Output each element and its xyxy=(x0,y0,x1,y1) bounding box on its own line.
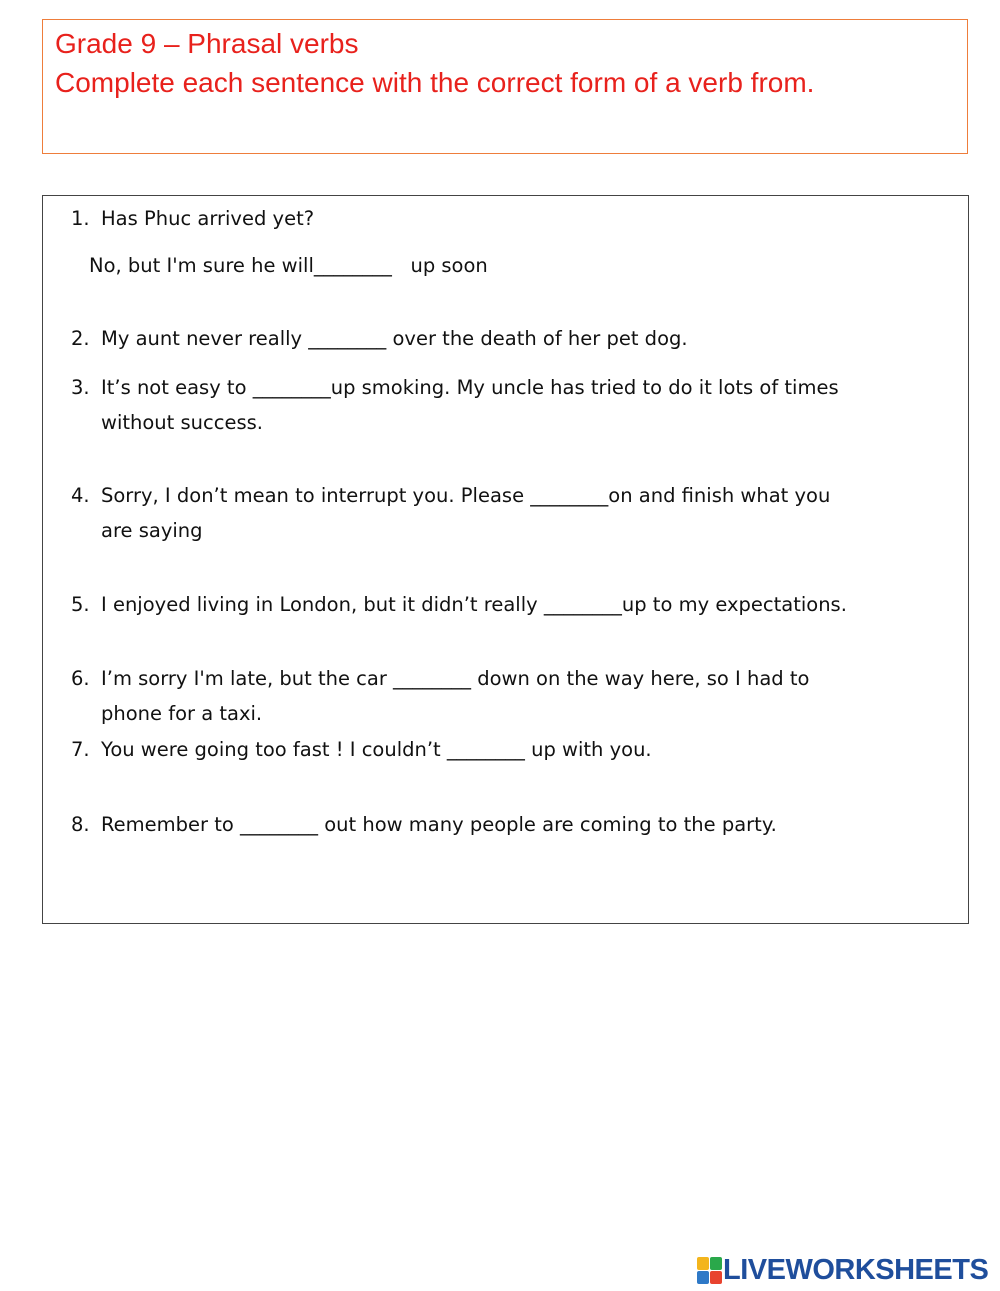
question-1 xyxy=(71,201,951,236)
question-number: 8. xyxy=(71,813,90,836)
instructions-box xyxy=(42,19,968,154)
question-text-continued: are saying xyxy=(101,519,203,542)
question-4 xyxy=(71,478,951,548)
question-number: 6. xyxy=(71,667,90,690)
question-2 xyxy=(71,321,951,356)
question-5 xyxy=(71,587,951,622)
question-text: It’s not easy to ________up smoking. My uncle has tried to do it lots of times xyxy=(101,376,839,399)
liveworksheets-logo-icon xyxy=(697,1257,721,1283)
question-1-answer-line: No, but I'm sure he will________ up soon xyxy=(89,254,488,277)
question-text: I enjoyed living in London, but it didn’t really ________up to my expectations. xyxy=(101,593,847,616)
question-number: 4. xyxy=(71,484,90,507)
question-number: 1. xyxy=(71,207,90,230)
question-text: My aunt never really ________ over the death of her pet dog. xyxy=(101,327,688,350)
logo-text: LIVEWORKSHEETS xyxy=(723,1253,989,1286)
question-3 xyxy=(71,370,951,440)
question-text: Remember to ________ out how many people are coming to the party. xyxy=(101,813,777,836)
question-text: Sorry, I don’t mean to interrupt you. Please ________on and finish what you xyxy=(101,484,831,507)
question-number: 5. xyxy=(71,593,90,616)
question-number: 2. xyxy=(71,327,90,350)
question-number: 7. xyxy=(71,738,90,761)
question-6 xyxy=(71,661,951,731)
question-text: You were going too fast ! I couldn’t ________ up with you. xyxy=(101,738,652,761)
question-number: 3. xyxy=(71,376,90,399)
questions-box xyxy=(42,195,969,924)
question-8 xyxy=(71,807,951,842)
worksheet-title: Grade 9 – Phrasal verbs xyxy=(55,28,359,59)
worksheet-instruction: Complete each sentence with the correct form of a verb from. xyxy=(55,67,815,98)
question-text-continued: phone for a taxi. xyxy=(101,702,263,725)
liveworksheets-logo[interactable] xyxy=(697,1253,988,1287)
question-text-continued: without success. xyxy=(101,411,263,434)
question-7 xyxy=(71,732,951,767)
question-text: I’m sorry I'm late, but the car ________ down on the way here, so I had to xyxy=(101,667,810,690)
question-text: Has Phuc arrived yet? xyxy=(101,207,315,230)
